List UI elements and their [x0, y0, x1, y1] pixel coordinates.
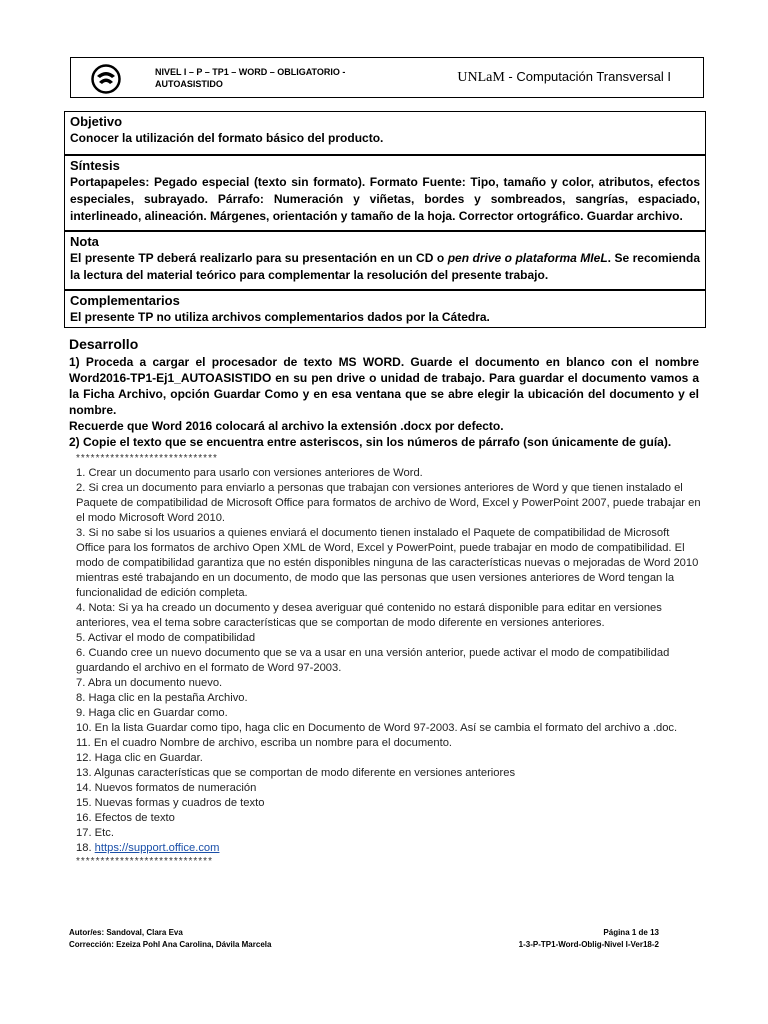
nota-title: Nota [70, 234, 99, 249]
content-paragraph: 6. Cuando cree un nuevo documento que se va a usar en una versión anterior, puede activar el modo de compatibilidad guardando el archivo en el formato de Word 97-2003. [76, 647, 670, 674]
content-paragraph: 15. Nuevas formas y cuadros de texto [76, 797, 265, 809]
copy-text-block [76, 466, 701, 868]
footer-correction: Corrección: Ezeiza Pohl Ana Carolina, Dávila Marcela [69, 940, 272, 949]
asterisk-line-top: ***************************** [76, 453, 218, 464]
content-paragraph: 5. Activar el modo de compatibilidad [76, 632, 256, 644]
desarrollo-p1: 1) Proceda a cargar el procesador de texto MS WORD. Guarde el documento en blanco con el nombre Word2016-TP1-Ej1_AUTOASISTIDO en su pen drive o unidad de trabajo. Para guardar el documento vamos a la Ficha Archivo, opción Guardar Como y en esa ventana que se abre elegir la ubicación del documento y el nombre. [69, 355, 699, 417]
org-name: UNLaM [457, 70, 505, 85]
content-paragraph: 1. Crear un documento para usarlo con versiones anteriores de Word. [76, 467, 423, 479]
objetivo-title: Objetivo [70, 114, 123, 129]
header-title: NIVEL I – P – TP1 – WORD – OBLIGATORIO - AUTOASISTIDO [155, 67, 346, 89]
content-paragraph: 14. Nuevos formatos de numeración [76, 782, 257, 794]
footer-doc-code: 1-3-P-TP1-Word-Oblig-Nivel I-Ver18-2 [518, 940, 659, 949]
complementarios-section [64, 290, 706, 328]
asterisk-line-bottom: **************************** [76, 856, 213, 867]
content-paragraph: 7. Abra un documento nuevo. [76, 677, 223, 689]
nota-text-c: . Se recomienda la lectura del material teórico para complementar la resolución del presente trabajo. [70, 251, 700, 282]
support-office-link[interactable]: https://support.office.com [94, 842, 220, 854]
complementarios-text: El presente TP no utiliza archivos complementarios dados por la Cátedra. [70, 310, 490, 324]
footer-author: Autor/es: Sandoval, Clara Eva [69, 928, 183, 937]
complementarios-title: Complementarios [70, 293, 180, 308]
desarrollo-p2: Recuerde que Word 2016 colocará al archivo la extensión .docx por defecto. [69, 419, 504, 433]
desarrollo-title: Desarrollo [69, 336, 139, 352]
header-org [457, 69, 671, 86]
content-paragraph: 16. Efectos de texto [76, 812, 175, 824]
desarrollo-section [69, 334, 699, 450]
desarrollo-p3: 2) Copie el texto que se encuentra entre asteriscos, sin los números de párrafo (son únicamente de guía). [69, 435, 672, 449]
content-paragraph: 11. En el cuadro Nombre de archivo, escriba un nombre para el documento. [76, 737, 453, 749]
content-paragraph: 17. Etc. [76, 827, 114, 839]
page-footer [69, 927, 659, 951]
footer-right [519, 927, 659, 951]
objetivo-text: Conocer la utilización del formato básico del producto. [70, 131, 384, 145]
link-prefix: 18. [76, 842, 95, 854]
page-header [70, 57, 704, 98]
content-paragraph: 10. En la lista Guardar como tipo, haga clic en Documento de Word 97-2003. Así se cambia el formato del archivo a .doc. [76, 722, 678, 734]
dept-name: - Computación Transversal I [504, 69, 671, 84]
nota-text [70, 250, 700, 284]
nota-text-italic: pen drive o plataforma MIeL [447, 251, 608, 265]
content-paragraph: 8. Haga clic en la pestaña Archivo. [76, 692, 248, 704]
content-paragraph-link [76, 841, 701, 856]
sintesis-text: Portapapeles: Pegado especial (texto sin formato). Formato Fuente: Tipo, tamaño y color, atributos, efectos especiales, subrayado. Párrafo: Numeración y viñetas, bordes y sombreados, sangrías, espaciado, interlineado, alineación. Márgenes, orientación y tamaño de la hoja. Corrector ortográfico. Guardar archivo. [70, 175, 700, 223]
sintesis-section [64, 155, 706, 231]
content-paragraph: 9. Haga clic en Guardar como. [76, 707, 228, 719]
nota-section [64, 231, 706, 290]
sintesis-title: Síntesis [70, 158, 120, 173]
nota-text-a: El presente TP deberá realizarlo para su presentación en un CD o [70, 251, 448, 265]
content-paragraph: 2. Si crea un documento para enviarlo a personas que trabajan con versiones anteriores de Word y que tienen instalado el Paquete de compatibilidad de Microsoft Office para formatos de archivo de Word, Excel y PowerPoint 2007, puede trabajar en el modo Microsoft Word 2010. [76, 482, 701, 524]
footer-page-number: Página 1 de 13 [603, 928, 659, 937]
unlam-logo-icon [91, 64, 121, 94]
content-paragraph: 13. Algunas características que se comportan de modo diferente en versiones anteriores [76, 767, 516, 779]
content-paragraph: 12. Haga clic en Guardar. [76, 752, 203, 764]
objetivo-section [64, 111, 706, 155]
content-paragraph: 3. Si no sabe si los usuarios a quienes enviará el documento tienen instalado el Paquete de compatibilidad de Microsoft Office para los formatos de archivo Open XML de Word, Excel y PowerPoint, puede trabajar en modo de compatibilidad. El modo de compatibilidad garantiza que no estén disponibles ninguna de las características nuevas o mejoradas de Word 2010 mientras esté trabajando en un documento, de modo que las personas que usen versiones anteriores de Word tengan la funcionalidad de edición completa. [76, 527, 699, 599]
content-paragraph: 4. Nota: Si ya ha creado un documento y desea averiguar qué contenido no estará disponible para editar en versiones anteriores, vea el tema sobre características que se comportan de modo diferente en versiones anteriores. [76, 602, 662, 629]
